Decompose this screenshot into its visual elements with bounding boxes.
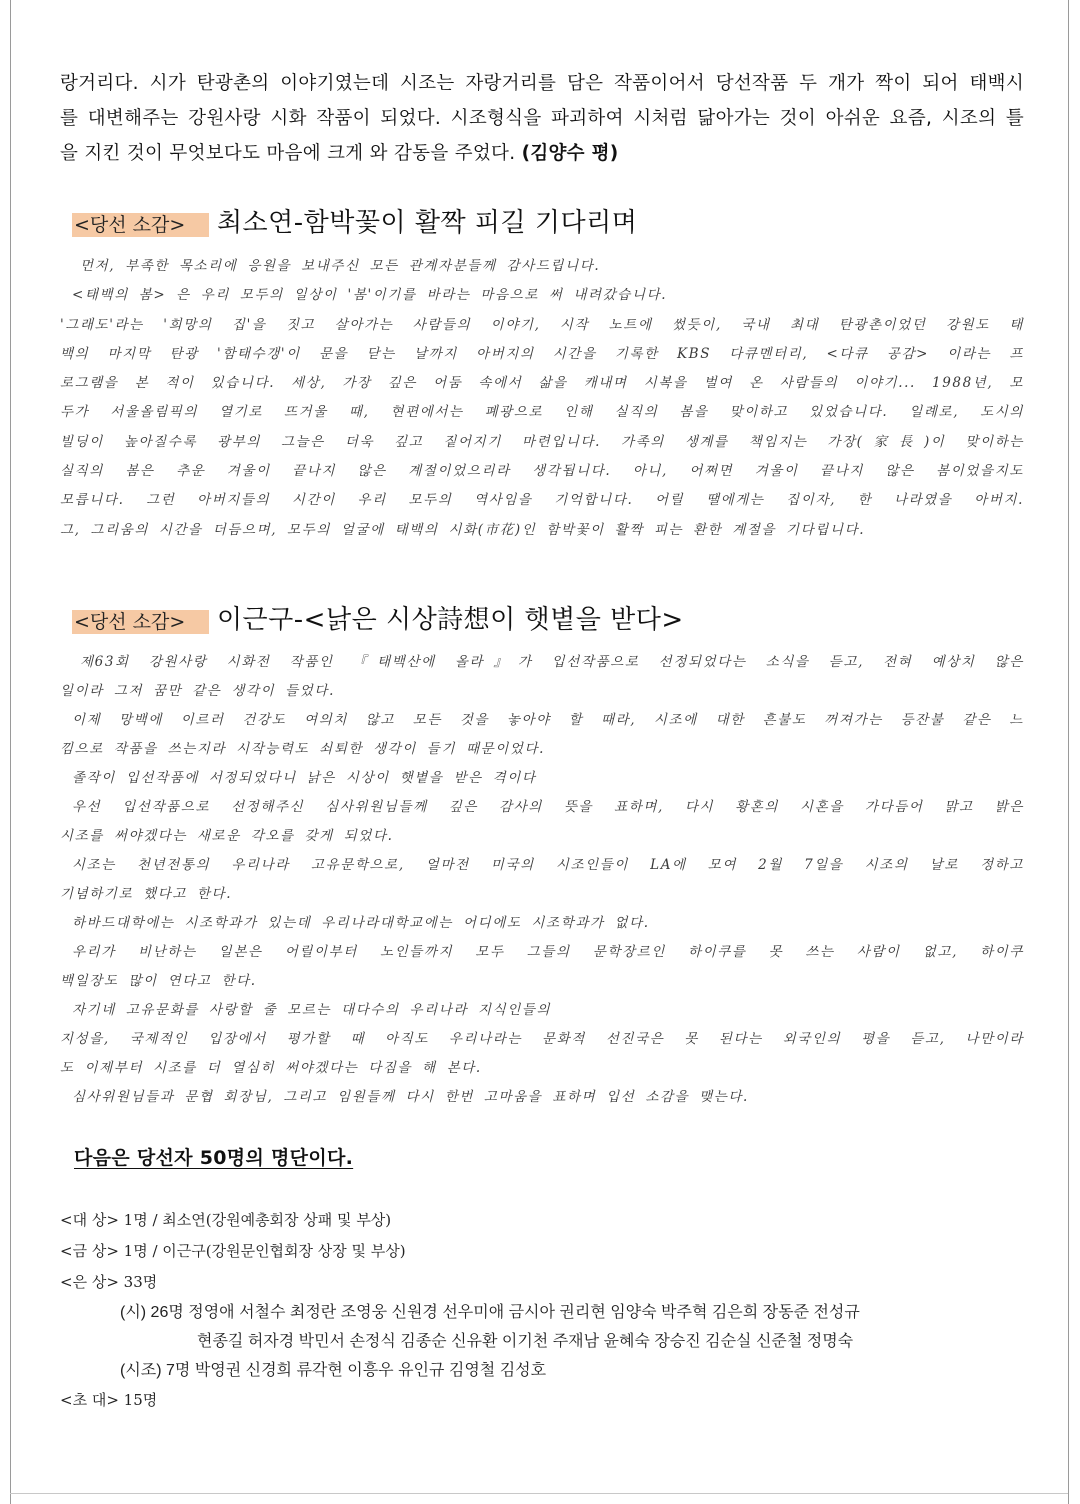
speech-line: 일이라 그저 꿈만 같은 생각이 들었다. bbox=[60, 683, 335, 699]
handwritten-speech-choi bbox=[60, 252, 1024, 545]
review-line-text: 을 지킨 것이 무엇보다도 마음에 크게 와 감동을 주었다. bbox=[60, 143, 516, 164]
section-tag: <당선 소감> bbox=[72, 610, 209, 634]
winner-invited: <초 대> 15명 bbox=[60, 1391, 158, 1409]
speech-line: 모릅니다. 그런 아버지들의 시간이 우리 모두의 역사임을 기억합니다. 어릴 땔에게는 집이자, 한 나라였을 아버지. bbox=[60, 492, 1024, 509]
page-border-left bbox=[10, 0, 11, 1504]
winner-poem-line1: (시) 26명 정영애 서철수 최정란 조영웅 신원경 선우미애 금시아 권리현 임양숙 박주혁 김은희 장동준 전성규 bbox=[120, 1304, 860, 1321]
speech-line: 두가 서울올림픽의 열기로 뜨거울 때, 현편에서는 폐광으로 인해 실직의 봄을 맞이하고 있었습니다. 일례로, 도시의 bbox=[60, 404, 1024, 421]
page-border-right bbox=[1068, 0, 1069, 1504]
speech-line: 우선 입선작품으로 선정해주신 심사위원님들께 깊은 감사의 뜻을 표하며, 다시 황혼의 시혼을 가다듬어 맑고 밝은 bbox=[72, 799, 1024, 815]
handwritten-speech-lee bbox=[60, 648, 1024, 1112]
speech-line: 실직의 봄은 추운 겨울이 끝나지 않은 계절이었으리라 생각됩니다. 아니, 어쩌면 겨울이 끝나지 않은 봄이었을지도 bbox=[60, 463, 1024, 480]
speech-line: 그, 그리움의 시간을 더듬으며, 모두의 얼굴에 태백의 시화(市花)인 함박꽃이 활짝 피는 환한 계절을 기다립니다. bbox=[60, 521, 866, 538]
speech-line: 시조는 천년전통의 우리나라 고유문학으로, 얼마전 미국의 시조인들이 LA에 모여 2월 7일을 시조의 날로 정하고 bbox=[72, 857, 1024, 873]
review-line-last bbox=[60, 136, 1024, 171]
speech-line: 자기네 고유문화를 사랑할 줄 모르는 대다수의 우리나라 지식인들의 bbox=[72, 1002, 552, 1018]
speech-line: 지성을, 국제적인 입장에서 평가할 때 아직도 우리나라는 문화적 선진국은 못 된다는 외국인의 평을 듣고, 나만이라 bbox=[60, 1031, 1024, 1047]
speech-line: 먼저, 부족한 목소리에 응원을 보내주신 모든 관계자분들께 감사드립니다. bbox=[80, 258, 601, 274]
speech-line: 낌으로 작품을 쓰는지라 시작능력도 쇠퇴한 생각이 들기 때문이었다. bbox=[60, 741, 546, 757]
review-signature: (김양수 평) bbox=[521, 143, 619, 164]
section-title: 이근구-<낡은 시상詩想이 햇볕을 받다> bbox=[216, 605, 684, 635]
speech-line: <태백의 봄> 은 우리 모두의 일상이 '봄'이기를 바라는 마음으로 써 내려갔습니다. bbox=[72, 287, 668, 304]
speech-line: 제63회 강원사랑 시화전 작품인 『태백산에 올라』가 입선작품으로 선정되었다는 소식을 듣고, 전혀 예상치 않은 bbox=[80, 654, 1024, 670]
speech-line: 이제 망백에 이르러 건강도 여의치 않고 모든 것을 놓아야 할 때라, 시조에 대한 흔불도 꺼져가는 등잔불 같은 느 bbox=[72, 712, 1024, 728]
winner-silver: <은 상> 33명 bbox=[60, 1273, 158, 1291]
speech-line: 졸작이 입선작품에 서정되었다니 낡은 시상이 햇볕을 받은 격이다 bbox=[72, 770, 537, 786]
section-heading-lee bbox=[72, 603, 684, 639]
speech-line: 우리가 비난하는 일본은 어릴이부터 노인들까지 모두 그들의 문학장르인 하이쿠를 못 쓰는 사람이 없고, 하이쿠 bbox=[72, 944, 1024, 960]
judge-review bbox=[60, 66, 1024, 171]
winner-sijo-line: (시조) 7명 박영권 신경희 류각현 이흥우 유인규 김영철 김성호 bbox=[120, 1362, 547, 1379]
review-line: 를 대변해주는 강원사랑 시화 작품이 되었다. 시조형식을 파괴하여 시처럼 닮아가는 것이 아쉬운 요즘, 시조의 틀 bbox=[60, 108, 1024, 129]
winner-gold: <금 상> 1명 / 이근구(강원문인협회장 상장 및 부상) bbox=[60, 1242, 406, 1260]
section-tag: <당선 소감> bbox=[72, 213, 209, 237]
speech-line: 시조를 써야겠다는 새로운 각오를 갖게 되었다. bbox=[60, 828, 394, 844]
winner-poem-line2: 현종길 허자경 박민서 손정식 김종순 신유환 이기천 주재남 윤혜숙 장승진 김순실 신준철 정명숙 bbox=[197, 1333, 854, 1350]
speech-line: 도 이제부터 시조를 더 열심히 써야겠다는 다짐을 해 본다. bbox=[60, 1060, 482, 1076]
speech-line: 기념하기로 했다고 한다. bbox=[60, 886, 233, 902]
section-heading-choi bbox=[72, 206, 637, 242]
page-border-bottom bbox=[10, 1493, 1068, 1494]
winner-grand: <대 상> 1명 / 최소연(강원예총회장 상패 및 부상) bbox=[60, 1211, 392, 1229]
speech-line: 로그램을 본 적이 있습니다. 세상, 가장 깊은 어둠 속에서 삶을 캐내며 시복을 벌여 온 사람들의 이야기... 1988년, 모 bbox=[60, 375, 1024, 392]
speech-line: 심사위원님들과 문협 회장님, 그리고 임원들께 다시 한번 고마움을 표하며 입선 소감을 맺는다. bbox=[72, 1089, 749, 1105]
speech-line: '그래도'라는 '희망의 집'을 짓고 살아가는 사람들의 이야기, 시작 노트에 썼듯이, 국내 최대 탄광촌이었던 강원도 태 bbox=[60, 316, 1024, 333]
section-title: 최소연-함박꽃이 활짝 피길 기다리며 bbox=[216, 208, 638, 238]
review-line: 랑거리다. 시가 탄광촌의 이야기였는데 시조는 자랑거리를 담은 작품이어서 당선작품 두 개가 짝이 되어 태백시 bbox=[60, 73, 1024, 94]
winners-announcement: 다음은 당선자 50명의 명단이다. bbox=[74, 1147, 354, 1169]
speech-line: 하바드대학에는 시조학과가 있는데 우리나라대학교에는 어디에도 시조학과가 없다. bbox=[72, 915, 650, 931]
speech-line: 빌딩이 높아질수록 광부의 그늘은 더욱 깊고 짙어지기 마련입니다. 가족의 생계를 책임지는 가장(家長)이 맞이하는 bbox=[60, 433, 1024, 450]
speech-line: 백의 마지막 탄광 '함태수갱'이 문을 닫는 날까지 아버지의 시간을 기록한 KBS 다큐멘터리, <다큐 공감> 이라는 프 bbox=[60, 345, 1024, 362]
speech-line: 백일장도 많이 연다고 한다. bbox=[60, 973, 257, 989]
